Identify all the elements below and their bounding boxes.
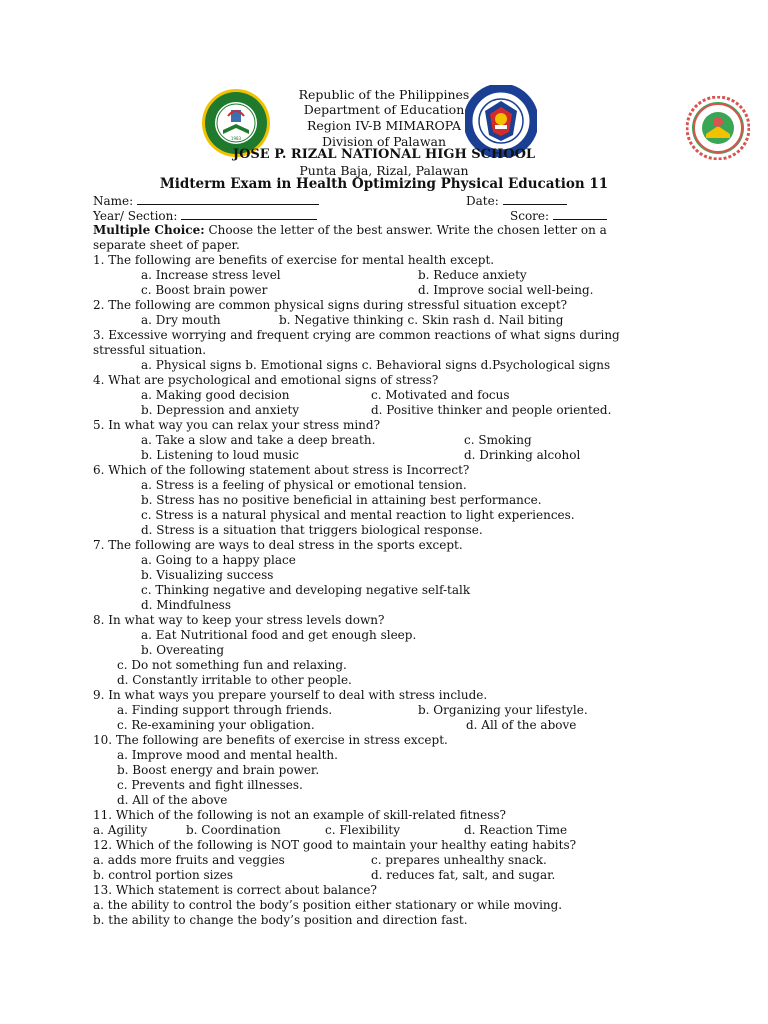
- q12-option-a: a. adds more fruits and veggies: [93, 853, 285, 867]
- q11-option-b: b. Coordination: [186, 823, 281, 837]
- header-region: Region IV-B MIMAROPA: [306, 118, 462, 133]
- name-label: Name:: [93, 194, 134, 208]
- header-republic: Republic of the Philippines: [298, 87, 470, 102]
- instructions-line-2: separate sheet of paper.: [93, 238, 240, 252]
- q4-option-c: c. Motivated and focus: [371, 388, 510, 402]
- q7-option-b: b. Visualizing success: [141, 568, 274, 582]
- question-4: 4. What are psychological and emotional signs of stress?: [93, 373, 439, 387]
- q9-option-c: c. Re-examining your obligation.: [117, 718, 315, 732]
- q1-option-c: c. Boost brain power: [141, 283, 268, 297]
- q10-option-c: c. Prevents and fight illnesses.: [117, 778, 303, 792]
- score-label: Score:: [510, 209, 550, 223]
- exam-title: Midterm Exam in Health Optimizing Physical Education 11: [159, 176, 609, 192]
- q10-option-d: d. All of the above: [117, 793, 228, 807]
- q10-option-a: a. Improve mood and mental health.: [117, 748, 338, 762]
- svg-text:1983: 1983: [230, 136, 242, 141]
- q8-option-b: b. Overeating: [141, 643, 225, 657]
- question-7: 7. The following are ways to deal stress in the sports except.: [93, 538, 463, 552]
- year-section-blank[interactable]: [181, 208, 317, 220]
- q4-option-a: a. Making good decision: [141, 388, 290, 402]
- q7-option-a: a. Going to a happy place: [141, 553, 296, 567]
- year-section-field[interactable]: [93, 208, 317, 224]
- q6-option-a: a. Stress is a feeling of physical or emotional tension.: [141, 478, 467, 492]
- q4-option-d: d. Positive thinker and people oriented.: [371, 403, 612, 417]
- q4-option-b: b. Depression and anxiety: [141, 403, 300, 417]
- date-blank[interactable]: [503, 193, 567, 205]
- question-5: 5. In what way you can relax your stress mind?: [93, 418, 381, 432]
- date-label: Date:: [466, 194, 499, 208]
- q1-option-b: b. Reduce anxiety: [418, 268, 527, 282]
- q5-option-b: b. Listening to loud music: [141, 448, 299, 462]
- question-3-line-1: 3. Excessive worrying and frequent crying are common reactions of what signs during: [93, 328, 620, 342]
- q11-option-c: c. Flexibility: [325, 823, 401, 837]
- q6-option-c: c. Stress is a natural physical and mental reaction to light experiences.: [141, 508, 575, 522]
- question-10: 10. The following are benefits of exercise in stress except.: [93, 733, 448, 747]
- question-13: 13. Which statement is correct about balance?: [93, 883, 377, 897]
- question-3-line-2: stressful situation.: [93, 343, 207, 357]
- q9-option-b: b. Organizing your lifestyle.: [418, 703, 588, 717]
- q10-option-b: b. Boost energy and brain power.: [117, 763, 320, 777]
- q12-option-c: c. prepares unhealthy snack.: [371, 853, 547, 867]
- school-name: JOSE P. RIZAL NATIONAL HIGH SCHOOL: [232, 147, 536, 162]
- question-8: 8. In what way to keep your stress levels down?: [93, 613, 385, 627]
- q5-option-a: a. Take a slow and take a deep breath.: [141, 433, 376, 447]
- q11-option-d: d. Reaction Time: [464, 823, 568, 837]
- q2-option-a: a. Dry mouth: [141, 313, 221, 327]
- q5-option-d: d. Drinking alcohol: [464, 448, 581, 462]
- q6-option-b: b. Stress has no positive beneficial in attaining best performance.: [141, 493, 542, 507]
- score-field[interactable]: [510, 208, 607, 224]
- q7-option-c: c. Thinking negative and developing negative self-talk: [141, 583, 471, 597]
- header-department: Department of Education: [303, 102, 465, 117]
- q1-option-d: d. Improve social well-being.: [418, 283, 594, 297]
- q6-option-d: d. Stress is a situation that triggers biological response.: [141, 523, 483, 537]
- q1-option-a: a. Increase stress level: [141, 268, 281, 282]
- question-6: 6. Which of the following statement about stress is Incorrect?: [93, 463, 470, 477]
- header-division: Division of Palawan: [321, 134, 447, 149]
- q13-option-b: b. the ability to change the body’s position and direction fast.: [93, 913, 468, 927]
- q9-option-d: d. All of the above: [466, 718, 577, 732]
- q2-options-bcd: b. Negative thinking c. Skin rash d. Nail biting: [279, 313, 564, 327]
- instructions-text-1: Choose the letter of the best answer. Write the chosen letter on a: [204, 223, 607, 237]
- q5-option-c: c. Smoking: [464, 433, 532, 447]
- question-11: 11. Which of the following is not an example of skill-related fitness?: [93, 808, 506, 822]
- score-blank[interactable]: [553, 208, 607, 220]
- q12-option-d: d. reduces fat, salt, and sugar.: [371, 868, 556, 882]
- instructions-label: Multiple Choice:: [93, 223, 205, 237]
- q11-option-a: a. Agility: [93, 823, 148, 837]
- question-12: 12. Which of the following is NOT good to maintain your healthy eating habits?: [93, 838, 577, 852]
- q13-option-a: a. the ability to control the body’s position either stationary or while moving.: [93, 898, 563, 912]
- question-9: 9. In what ways you prepare yourself to deal with stress include.: [93, 688, 488, 702]
- year-section-label: Year/ Section:: [93, 209, 178, 223]
- instructions-line-1: [93, 223, 607, 238]
- q7-option-d: d. Mindfulness: [141, 598, 231, 612]
- q8-option-d: d. Constantly irritable to other people.: [117, 673, 352, 687]
- q8-option-c: c. Do not something fun and relaxing.: [117, 658, 347, 672]
- school-address: Punta Baja, Rizal, Palawan: [299, 163, 469, 178]
- q12-option-b: b. control portion sizes: [93, 868, 234, 882]
- question-2: 2. The following are common physical signs during stressful situation except?: [93, 298, 568, 312]
- q3-options: a. Physical signs b. Emotional signs c. Behavioral signs d.Psychological signs: [141, 358, 611, 372]
- q8-option-a: a. Eat Nutritional food and get enough sleep.: [141, 628, 417, 642]
- name-field[interactable]: [93, 193, 319, 209]
- q9-option-a: a. Finding support through friends.: [117, 703, 333, 717]
- name-blank[interactable]: [137, 193, 319, 205]
- date-field[interactable]: [466, 193, 567, 209]
- question-1: 1. The following are benefits of exercise for mental health except.: [93, 253, 495, 267]
